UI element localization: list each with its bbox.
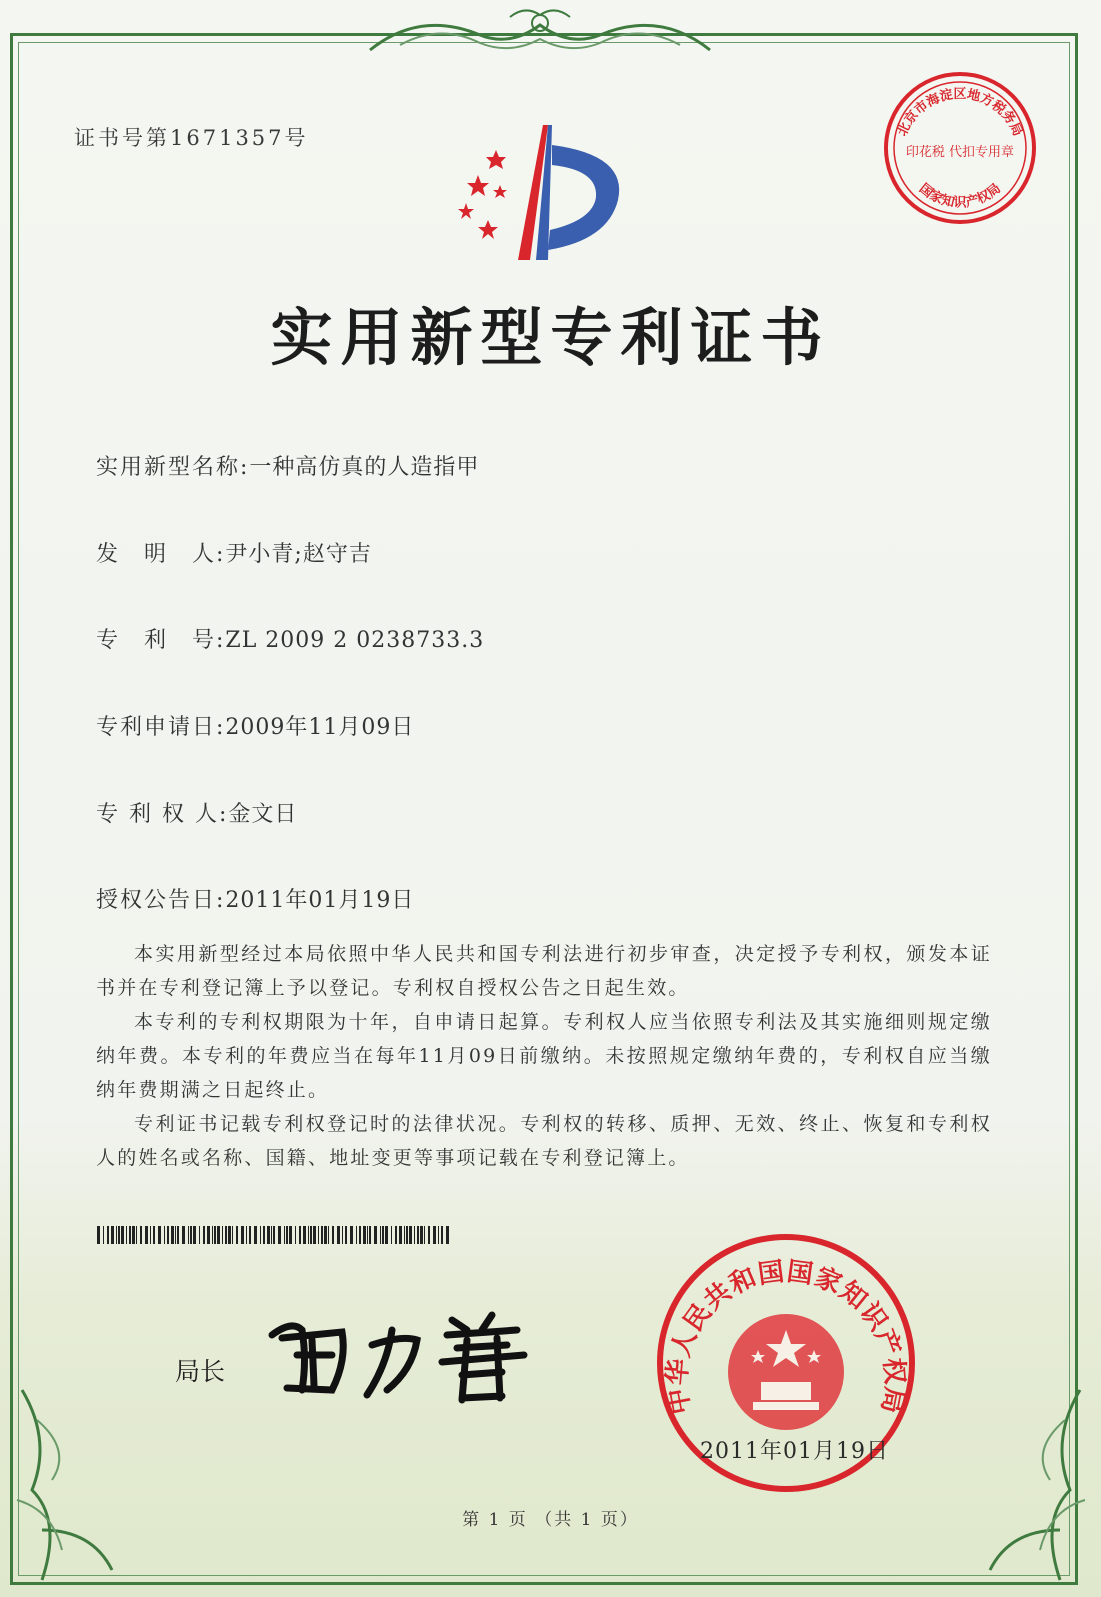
svg-text:北京市海淀区地方税务局	[895, 86, 1025, 139]
field-application-date	[96, 710, 414, 741]
field-label: 专 利 权 人:	[96, 802, 229, 827]
field-value: 2009年11月09日	[225, 715, 415, 740]
certificate-number: 证书号第1671357号	[74, 126, 309, 150]
field-value: 金文日	[228, 802, 298, 827]
field-value: 一种高仿真的人造指甲	[249, 455, 480, 480]
barcode	[97, 1226, 454, 1244]
field-label: 专 利 号:	[96, 628, 226, 653]
certificate-title: 实用新型专利证书	[270, 301, 831, 374]
field-label: 授权公告日:	[96, 888, 226, 913]
body-paragraph: 本专利的专利权期限为十年，自申请日起算。专利权人应当依照专利法及其实施细则规定缴纳年费。本专利的年费应当在每年11月09日前缴纳。未按照规定缴纳年费的，专利权自应当缴纳年费期满之日起终止。	[96, 1011, 992, 1101]
seal-date: 2011年01月19日	[700, 1439, 889, 1464]
small-seal-ring-text: 北京市海淀区地方税务局	[894, 87, 1026, 139]
certificate-body	[96, 937, 992, 1175]
small-seal-center-text: 印花税 代扣专用章	[905, 145, 1015, 160]
bottom-left-ornament-icon	[2, 1380, 122, 1590]
field-value: ZL 2009 2 0238733.3	[225, 628, 485, 653]
field-patent-number	[96, 623, 484, 654]
tax-stamp-seal	[880, 68, 1040, 228]
field-value: 尹小青;赵守吉	[225, 542, 372, 567]
field-patentee	[96, 797, 297, 828]
director-label: 局长	[175, 1357, 226, 1386]
small-seal-bottom-text: 国家知识产权局	[916, 181, 1004, 211]
field-label: 发 明 人:	[96, 542, 226, 567]
big-seal-ring-text: 中华人民共和国国家知识产权局	[662, 1256, 910, 1417]
patent-office-emblem-icon	[448, 125, 638, 265]
field-inventor	[96, 537, 372, 568]
field-utility-model-name	[96, 450, 479, 481]
field-label: 专利申请日:	[96, 715, 226, 740]
field-label: 实用新型名称:	[96, 455, 250, 480]
field-grant-date	[96, 883, 414, 914]
page-footer: 第 1 页 （共 1 页）	[462, 1510, 639, 1530]
body-paragraph: 专利证书记载专利权登记时的法律状况。专利权的转移、质押、无效、终止、恢复和专利权人的姓名或名称、国籍、地址变更等事项记载在专利登记簿上。	[96, 1113, 992, 1169]
director-signature	[262, 1300, 532, 1410]
field-value: 2011年01月19日	[225, 888, 415, 913]
bottom-right-ornament-icon	[980, 1380, 1100, 1590]
top-ornament-icon	[360, 5, 720, 65]
body-paragraph: 本实用新型经过本局依照中华人民共和国专利法进行初步审查，决定授予专利权，颁发本证书并在专利登记簿上予以登记。专利权自授权公告之日起生效。	[96, 943, 992, 999]
